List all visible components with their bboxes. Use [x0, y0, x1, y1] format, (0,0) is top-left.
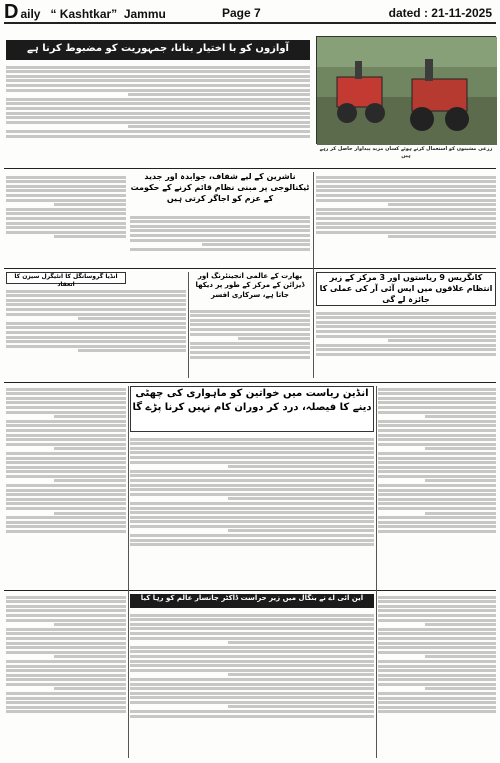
tractor-photo: [316, 36, 496, 144]
text-line: [378, 401, 496, 404]
issue-date: dated : 21-11-2025: [388, 6, 492, 20]
text-line: [6, 336, 186, 339]
text-line: [6, 466, 126, 469]
text-line: [130, 234, 310, 237]
text-line: [378, 470, 496, 473]
text-line: [130, 479, 374, 482]
text-line: [6, 299, 186, 302]
text-line: [130, 687, 374, 690]
text-line: [378, 642, 496, 645]
text-line: [425, 512, 496, 515]
text-line: [6, 406, 126, 409]
text-line: [6, 112, 310, 115]
text-line: [54, 235, 126, 238]
text-line: [378, 411, 496, 414]
text-line: [6, 642, 126, 645]
text-line: [378, 461, 496, 464]
article-body: [378, 386, 496, 586]
text-line: [6, 651, 126, 654]
text-line: [378, 637, 496, 640]
headline-congress: کانگریس 9 ریاستوں اور 3 مرکز کے زیر انتظام علاقوں میں ایس آئی آر کی عملی کا جائزہ لے گی: [316, 272, 496, 306]
text-line: [6, 470, 126, 473]
column-rule: [128, 386, 129, 758]
text-line: [378, 392, 496, 395]
text-line: [6, 628, 126, 631]
text-line: [378, 632, 496, 635]
text-line: [378, 452, 496, 455]
text-line: [130, 715, 374, 718]
text-line: [6, 331, 186, 334]
text-line: [316, 222, 496, 225]
divider: [4, 168, 496, 169]
text-line: [6, 619, 126, 622]
text-line: [378, 701, 496, 704]
text-line: [6, 461, 126, 464]
text-line: [54, 623, 126, 626]
text-line: [316, 176, 496, 179]
text-line: [190, 346, 310, 349]
text-line: [378, 678, 496, 681]
text-line: [6, 609, 126, 612]
text-line: [130, 507, 374, 510]
text-line: [425, 655, 496, 658]
column-rule: [188, 272, 189, 378]
text-line: [228, 673, 374, 676]
text-line: [6, 194, 126, 197]
article-body: [378, 594, 496, 758]
text-line: [238, 337, 310, 340]
text-line: [378, 406, 496, 409]
text-line: [6, 290, 186, 293]
text-line: [6, 313, 186, 316]
text-line: [6, 637, 126, 640]
photo-caption: زرعی مشینوں کو استعمال کرتے ہوئے کسان مزید پیداوار حاصل کر رہے ہیں: [319, 146, 493, 159]
text-line: [130, 660, 374, 663]
masthead: [4, 2, 496, 24]
text-line: [228, 705, 374, 708]
text-line: [190, 356, 310, 359]
text-line: [316, 348, 496, 351]
text-line: [228, 529, 374, 532]
text-line: [378, 605, 496, 608]
text-line: [190, 323, 310, 326]
text-line: [128, 125, 310, 128]
text-line: [378, 438, 496, 441]
text-line: [378, 443, 496, 446]
text-line: [130, 511, 374, 514]
text-line: [130, 216, 310, 219]
text-line: [316, 180, 496, 183]
text-line: [6, 294, 186, 297]
text-line: [130, 493, 374, 496]
text-line: [6, 116, 310, 119]
text-line: [130, 484, 374, 487]
text-line: [130, 248, 310, 251]
text-line: [130, 678, 374, 681]
text-line: [130, 701, 374, 704]
text-line: [6, 438, 126, 441]
text-line: [190, 314, 310, 317]
text-line: [130, 696, 374, 699]
text-line: [6, 457, 126, 460]
text-line: [6, 130, 310, 133]
text-line: [6, 498, 126, 501]
text-line: [130, 502, 374, 505]
text-line: [130, 543, 374, 546]
text-line: [6, 231, 126, 234]
text-line: [378, 706, 496, 709]
text-line: [130, 623, 374, 626]
text-line: [6, 692, 126, 695]
headline-india-grows: انڈیا گروسانگل کا انٹیگرل سیزن کا انعقاد: [6, 272, 126, 284]
text-line: [6, 596, 126, 599]
text-line: [6, 632, 126, 635]
text-line: [6, 701, 126, 704]
text-line: [130, 447, 374, 450]
text-line: [378, 530, 496, 533]
headline-engineering: بھارت کے عالمی انجینئرنگ اور ڈیزائن کے مرکز کے طور پر دیکھا جاتا ہے، سرکاری افسر: [195, 272, 305, 299]
text-line: [130, 461, 374, 464]
text-line: [130, 225, 310, 228]
text-line: [130, 456, 374, 459]
text-line: [316, 312, 496, 315]
article-body: [6, 64, 310, 164]
text-line: [6, 475, 126, 478]
text-line: [190, 328, 310, 331]
article-body: [6, 174, 126, 264]
text-line: [6, 66, 310, 69]
text-line: [130, 646, 374, 649]
text-line: [378, 420, 496, 423]
text-line: [6, 135, 310, 138]
text-line: [378, 466, 496, 469]
text-line: [6, 121, 310, 124]
text-line: [6, 665, 126, 668]
text-line: [388, 203, 496, 206]
text-line: [130, 669, 374, 672]
text-line: [316, 335, 496, 338]
text-line: [130, 614, 374, 617]
article-body: [6, 386, 126, 586]
text-line: [378, 498, 496, 501]
text-line: [130, 442, 374, 445]
text-line: [6, 489, 126, 492]
text-line: [6, 429, 126, 432]
article-body: [316, 310, 496, 378]
text-line: [6, 434, 126, 437]
text-line: [6, 89, 310, 92]
text-line: [378, 493, 496, 496]
text-line: [130, 683, 374, 686]
text-line: [378, 434, 496, 437]
text-line: [378, 516, 496, 519]
text-line: [6, 75, 310, 78]
text-line: [6, 530, 126, 533]
text-line: [378, 525, 496, 528]
text-line: [130, 692, 374, 695]
text-line: [425, 479, 496, 482]
text-line: [6, 189, 126, 192]
text-line: [378, 507, 496, 510]
text-line: [130, 525, 374, 528]
text-line: [54, 415, 126, 418]
text-line: [130, 627, 374, 630]
article-body: [130, 214, 310, 264]
text-line: [78, 317, 186, 320]
masthead-initial: D: [4, 1, 19, 23]
text-line: [128, 93, 310, 96]
text-line: [316, 321, 496, 324]
text-line: [6, 212, 126, 215]
text-line: [316, 194, 496, 197]
text-line: [54, 203, 126, 206]
text-line: [378, 521, 496, 524]
text-line: [378, 429, 496, 432]
divider: [4, 590, 496, 591]
text-line: [378, 502, 496, 505]
text-line: [6, 185, 126, 188]
text-line: [6, 710, 126, 713]
text-line: [378, 660, 496, 663]
text-line: [378, 475, 496, 478]
text-line: [130, 534, 374, 537]
article-body: [130, 436, 374, 586]
text-line: [6, 493, 126, 496]
text-line: [6, 706, 126, 709]
text-line: [130, 618, 374, 621]
text-line: [54, 479, 126, 482]
text-line: [6, 70, 310, 73]
text-line: [6, 660, 126, 663]
text-line: [130, 474, 374, 477]
text-line: [425, 415, 496, 418]
article-body: [130, 612, 374, 758]
text-line: [6, 507, 126, 510]
text-line: [378, 596, 496, 599]
divider: [4, 268, 496, 269]
text-line: [378, 651, 496, 654]
text-line: [6, 98, 310, 101]
text-line: [6, 84, 310, 87]
text-line: [6, 697, 126, 700]
text-line: [316, 226, 496, 229]
article-body: [6, 288, 186, 378]
text-line: [202, 243, 310, 246]
text-line: [6, 484, 126, 487]
headline-leave-policy: انڈین ریاست میں خواتین کو ماہواری کی چھٹی دینے کا فیصلہ، درد کر دوران کام نہیں کرنا پڑے گا: [130, 386, 374, 432]
text-line: [378, 397, 496, 400]
text-line: [130, 637, 374, 640]
text-line: [130, 470, 374, 473]
text-line: [228, 465, 374, 468]
text-line: [6, 208, 126, 211]
page-number: Page 7: [222, 6, 261, 20]
text-line: [378, 628, 496, 631]
text-line: [316, 208, 496, 211]
article-body: [6, 594, 126, 758]
text-line: [6, 222, 126, 225]
paper-name: aily “ Kashtkar” Jammu: [20, 7, 166, 21]
text-line: [6, 176, 126, 179]
text-line: [6, 678, 126, 681]
text-line: [388, 235, 496, 238]
text-line: [6, 443, 126, 446]
text-line: [130, 488, 374, 491]
text-line: [6, 420, 126, 423]
text-line: [378, 692, 496, 695]
text-line: [378, 674, 496, 677]
text-line: [130, 451, 374, 454]
text-line: [130, 655, 374, 658]
text-line: [6, 308, 186, 311]
text-line: [378, 697, 496, 700]
text-line: [6, 516, 126, 519]
text-line: [6, 424, 126, 427]
text-line: [130, 650, 374, 653]
text-line: [130, 516, 374, 519]
text-line: [6, 605, 126, 608]
text-line: [316, 199, 496, 202]
headline-nia: این آئی اے نے بنگال میں زیر حراست ڈاکٹر جانسار عالم کو رہا کیا: [130, 594, 374, 608]
text-line: [228, 497, 374, 500]
text-line: [6, 303, 186, 306]
text-line: [130, 539, 374, 542]
text-line: [378, 669, 496, 672]
text-line: [6, 388, 126, 391]
text-line: [6, 345, 186, 348]
text-line: [6, 683, 126, 686]
text-line: [316, 217, 496, 220]
text-line: [130, 438, 374, 441]
text-line: [425, 623, 496, 626]
text-line: [6, 502, 126, 505]
text-line: [378, 614, 496, 617]
text-line: [378, 489, 496, 492]
text-line: [6, 401, 126, 404]
text-line: [388, 339, 496, 342]
text-line: [190, 310, 310, 313]
text-line: [190, 351, 310, 354]
text-line: [130, 664, 374, 667]
text-line: [6, 226, 126, 229]
text-line: [78, 349, 186, 352]
text-line: [6, 326, 186, 329]
column-rule: [376, 386, 377, 758]
headline-democracy: آوازوں کو با اختیار بنانا، جمہوریت کو مضبوط کرنا ہے: [6, 40, 310, 60]
text-line: [316, 185, 496, 188]
text-line: [378, 665, 496, 668]
divider: [4, 382, 496, 383]
text-line: [54, 512, 126, 515]
text-line: [378, 609, 496, 612]
text-line: [6, 674, 126, 677]
text-line: [316, 189, 496, 192]
text-line: [130, 220, 310, 223]
text-line: [6, 180, 126, 183]
text-line: [6, 669, 126, 672]
text-line: [130, 710, 374, 713]
text-line: [54, 687, 126, 690]
text-line: [378, 388, 496, 391]
text-line: [6, 397, 126, 400]
text-line: [378, 484, 496, 487]
text-line: [378, 646, 496, 649]
text-line: [6, 614, 126, 617]
article-body: [316, 174, 496, 264]
text-line: [6, 521, 126, 524]
headline-publishers: ناشرین کے لیے شفاف، جوابدہ اور جدید ٹیکنالوجی پر مبنی نظام قائم کرنے کے حکومت کے عزم کو اجاگر کرتی ہیں: [130, 172, 310, 203]
text-line: [130, 229, 310, 232]
text-line: [425, 447, 496, 450]
text-line: [316, 344, 496, 347]
text-line: [378, 457, 496, 460]
text-line: [316, 353, 496, 356]
text-line: [130, 239, 310, 242]
text-line: [6, 452, 126, 455]
text-line: [425, 687, 496, 690]
text-line: [6, 322, 186, 325]
text-line: [6, 217, 126, 220]
text-line: [6, 107, 310, 110]
text-line: [130, 520, 374, 523]
text-line: [130, 632, 374, 635]
text-line: [378, 600, 496, 603]
text-line: [378, 619, 496, 622]
text-line: [316, 316, 496, 319]
text-line: [6, 79, 310, 82]
text-line: [316, 330, 496, 333]
text-line: [6, 600, 126, 603]
text-line: [6, 646, 126, 649]
text-line: [6, 199, 126, 202]
text-line: [6, 525, 126, 528]
text-line: [190, 333, 310, 336]
text-line: [190, 319, 310, 322]
text-line: [54, 655, 126, 658]
article-body: [190, 308, 310, 378]
text-line: [228, 641, 374, 644]
text-line: [6, 392, 126, 395]
text-line: [316, 325, 496, 328]
text-line: [378, 424, 496, 427]
text-line: [6, 411, 126, 414]
text-line: [190, 342, 310, 345]
text-line: [378, 683, 496, 686]
text-line: [6, 102, 310, 105]
text-line: [316, 231, 496, 234]
text-line: [378, 710, 496, 713]
text-line: [54, 447, 126, 450]
text-line: [6, 340, 186, 343]
text-line: [316, 212, 496, 215]
column-rule: [313, 172, 314, 378]
